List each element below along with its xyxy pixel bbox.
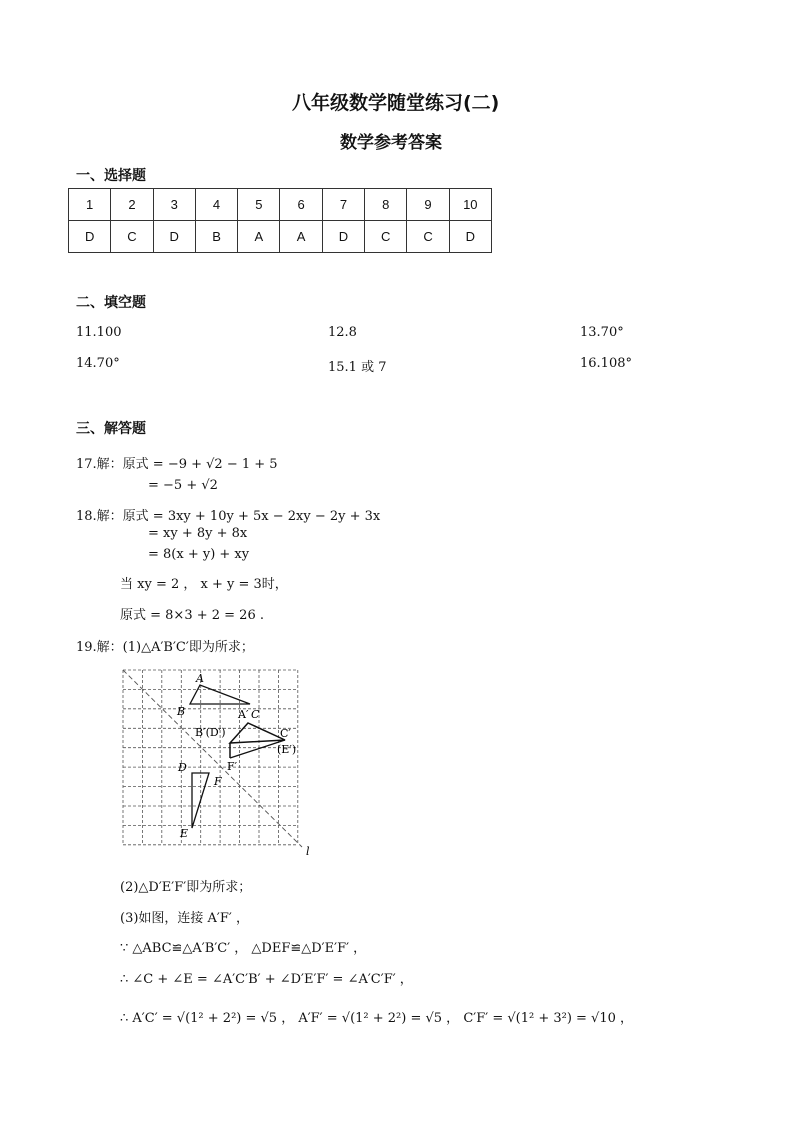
fill-answer-15: 15.1 或 7	[328, 360, 387, 375]
choice-answer: C	[365, 221, 407, 253]
q18-line4: 当 xy = 2 ， x + y = 3时，	[120, 577, 288, 592]
choice-answer: D	[153, 221, 195, 253]
label-d: D	[178, 761, 187, 774]
question-number: 2	[111, 189, 153, 221]
geometry-figure	[110, 665, 320, 860]
grid	[123, 670, 298, 845]
page-title: 八年级数学随堂练习(二)	[292, 92, 500, 114]
question-number: 10	[449, 189, 491, 221]
answer-table-answer-row	[69, 221, 492, 253]
label-a-prime: A′	[238, 708, 249, 721]
section-heading-fill: 二、填空题	[76, 295, 146, 311]
label-f: F	[214, 775, 222, 788]
q19-part1: 19.解：(1)△A′B′C′即为所求；	[76, 640, 254, 655]
question-number: 8	[365, 189, 407, 221]
q19-part2: (2)△D′E′F′即为所求；	[120, 880, 252, 895]
choice-answer: B	[195, 221, 237, 253]
fill-answer-13: 13.70°	[580, 325, 624, 340]
q19-part3: (3)如图，连接 A′F′ ，	[120, 911, 249, 926]
question-number: 4	[195, 189, 237, 221]
choice-answer: C	[111, 221, 153, 253]
q18-line3: = 8(x + y) + xy	[148, 547, 250, 562]
q19-therefore-lengths: ∴ A′C′ = √(1² + 2²) = √5 ， A′F′ = √(1² + 2²) = √5 ， C′F′ = √(1² + 3²) = √10 ，	[120, 1011, 634, 1026]
triangle-a-prime-b-prime-c-prime	[230, 723, 285, 743]
choice-answer: D	[69, 221, 111, 253]
q18-line1: 18.解：原式 = 3xy + 10y + 5x − 2xy − 2y + 3x	[76, 509, 381, 524]
q17-line1: 17.解：原式 = −9 + √2 − 1 + 5	[76, 457, 278, 472]
q19-therefore-angles: ∴ ∠C + ∠E = ∠A′C′B′ + ∠D′E′F′ = ∠A′C′F′ ，	[120, 972, 413, 987]
symmetry-line	[123, 670, 302, 847]
label-l: l	[306, 845, 310, 858]
question-number: 3	[153, 189, 195, 221]
label-f-prime: F′	[227, 760, 238, 773]
q18-line5: 原式 = 8×3 + 2 = 26 .	[120, 608, 264, 623]
fill-answer-11: 11.100	[76, 325, 122, 340]
fill-answer-16: 16.108°	[580, 356, 632, 371]
section-heading-solve: 三、解答题	[76, 421, 146, 437]
fill-answer-12: 12.8	[328, 325, 357, 340]
choice-answer: A	[238, 221, 280, 253]
fill-answer-14: 14.70°	[76, 356, 120, 371]
label-e: E	[180, 827, 189, 840]
q19-because: ∵ △ABC≌△A′B′C′ ， △DEF≌△D′E′F′ ，	[120, 941, 367, 956]
label-c-prime: C′	[280, 727, 291, 740]
page-subtitle: 数学参考答案	[340, 133, 442, 153]
label-b-prime-d-prime: B′(D′)	[195, 726, 226, 739]
q18-line2: = xy + 8y + 8x	[148, 526, 248, 541]
label-e-prime: (E′)	[277, 743, 297, 756]
label-a: A	[196, 672, 204, 685]
choice-answer: D	[322, 221, 364, 253]
question-number: 5	[238, 189, 280, 221]
answer-table	[68, 188, 492, 253]
question-number: 9	[407, 189, 449, 221]
question-number: 7	[322, 189, 364, 221]
answer-table-header-row	[69, 189, 492, 221]
choice-answer: A	[280, 221, 322, 253]
question-number: 6	[280, 189, 322, 221]
label-c: C	[251, 708, 260, 721]
choice-answer: D	[449, 221, 491, 253]
question-number: 1	[69, 189, 111, 221]
choice-answer: C	[407, 221, 449, 253]
section-heading-choice: 一、选择题	[76, 168, 146, 184]
label-b: B	[177, 705, 186, 718]
q17-line2: = −5 + √2	[148, 478, 218, 493]
